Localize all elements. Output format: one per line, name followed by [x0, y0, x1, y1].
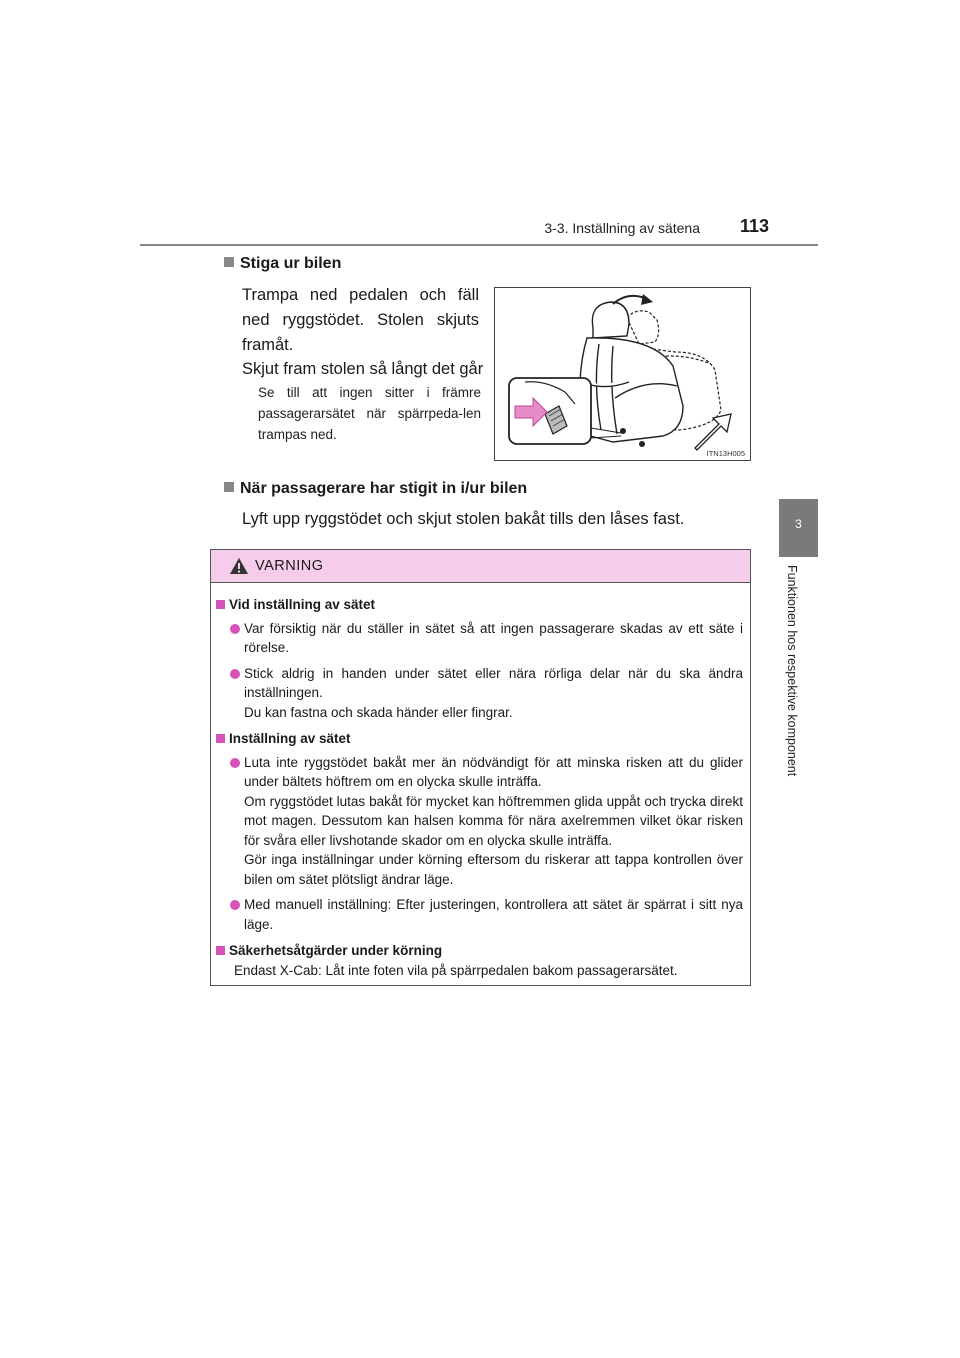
- chapter-label: Funktionen hos respektive komponent: [785, 565, 799, 777]
- instruction-text-3: Lyft upp ryggstödet och skjut stolen bakåt tills den låses fast.: [242, 510, 685, 528]
- bullet-dot-icon: [230, 669, 240, 679]
- warning-group-heading: Inställning av sätet: [216, 729, 743, 749]
- instruction-note: Se till att ingen sitter i främre passagerarsätet när spärrpeda-len trampas ned.: [258, 385, 481, 442]
- square-bullet-icon: [224, 482, 234, 492]
- warning-title: VARNING: [255, 558, 324, 574]
- warning-header: [211, 550, 750, 583]
- seat-illustration: [494, 287, 751, 461]
- bullet-dot-icon: [230, 900, 240, 910]
- instruction-text-2: Skjut fram stolen så långt det går: [242, 360, 484, 378]
- warning-note: Endast X-Cab: Låt inte foten vila på spärrpedalen bakom passagerarsätet.: [234, 962, 678, 978]
- chapter-number: 3: [795, 517, 802, 531]
- bullet-dot-icon: [230, 758, 240, 768]
- section-heading-exit: Stiga ur bilen: [224, 255, 341, 273]
- warning-bullet: Luta inte ryggstödet bakåt mer än nödvändigt för att minska risken att du glider under bältets höftrem om en olycka skulle inträffa. Om ryggstödet lutas bakåt för mycket kan höftremmen glida uppåt och trycka direkt mot magen. Dessutom kan halsen komma för nära axelremmen vilket ökar risken för svåra eller livshotande skador om en olycka skulle inträffa. Gör inga inställningar under körning eftersom du riskerar att tappa kontrollen över bilen om sätet plötsligt ändrar läge.: [216, 753, 743, 890]
- warning-bullet: Stick aldrig in handen under sätet eller nära rörliga delar när du ska ändra inställningen. Du kan fastna och skada händer eller fingrar.: [216, 664, 743, 723]
- bullet-dot-icon: [230, 624, 240, 634]
- warning-body: [211, 583, 750, 980]
- warning-bullet: Var försiktig när du ställer in sätet så att ingen passagerare skadas av ett säte i rörelse.: [216, 619, 743, 658]
- running-header-section: 3-3. Inställning av sätena: [544, 220, 700, 236]
- warning-group-heading: Vid inställning av sätet: [216, 595, 743, 615]
- warning-group-heading: Säkerhetsåtgärder under körning: [216, 941, 743, 961]
- instruction-text: Trampa ned pedalen och fäll ned ryggstödet. Stolen skjuts framåt.: [242, 286, 479, 354]
- chapter-tab: [779, 499, 818, 557]
- square-bullet-icon: [216, 734, 225, 743]
- warning-triangle-icon: [229, 557, 249, 575]
- square-bullet-icon: [216, 600, 225, 609]
- section-heading-passengers: När passagerare har stigit in i/ur bilen: [224, 480, 527, 498]
- square-bullet-icon: [224, 257, 234, 267]
- warning-bullet: Med manuell inställning: Efter justeringen, kontrollera att sätet är spärrat i sitt nya läge.: [216, 895, 743, 934]
- header-divider: [140, 244, 818, 246]
- page-number: 113: [740, 216, 770, 236]
- seat-drawing: [495, 288, 750, 460]
- square-bullet-icon: [216, 946, 225, 955]
- figure-code: ITN13H005: [706, 449, 745, 458]
- warning-box: [210, 549, 751, 986]
